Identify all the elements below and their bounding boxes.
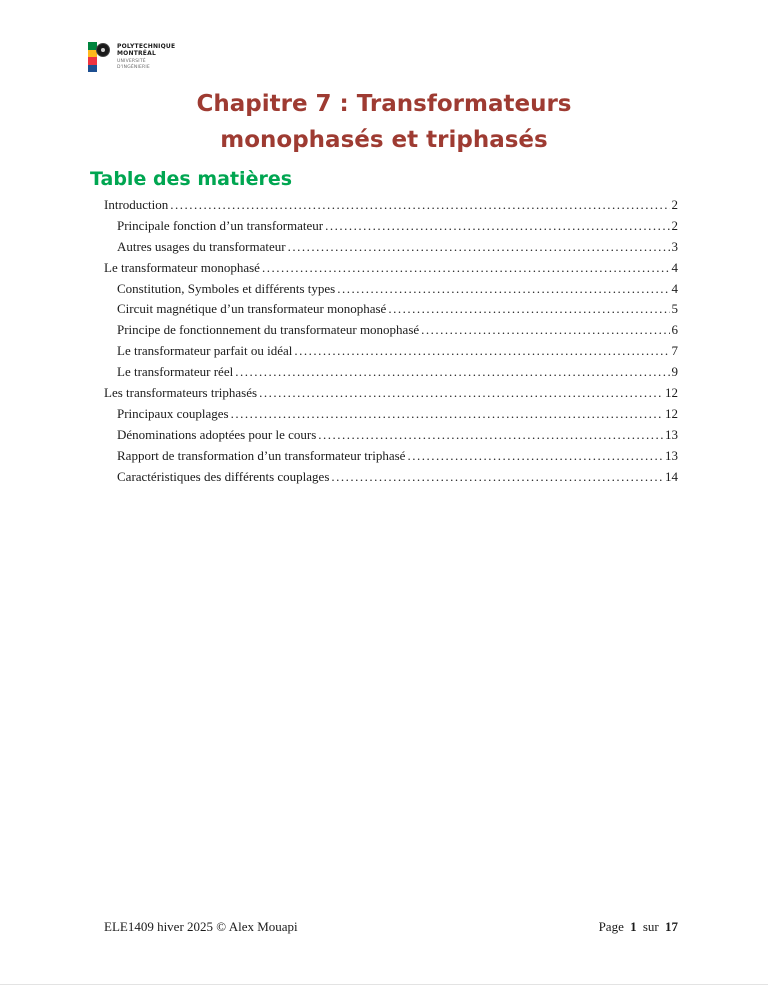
toc-leader-dots [337,281,669,297]
toc-entry-label: Les transformateurs triphasés [104,385,258,401]
toc-entry[interactable] [104,260,678,281]
chapter-title [0,86,768,158]
logo-mark-icon [88,42,112,74]
toc-entry-label: Le transformateur réel [117,364,234,380]
logo-line2: MONTRÉAL [117,49,156,57]
toc-entry-label: Constitution, Symboles et différents types [117,280,336,296]
footer-page-indicator [599,919,678,935]
toc-entry-page: 12 [665,385,678,401]
toc-leader-dots [170,197,669,213]
toc-leader-dots [235,364,669,380]
toc-leader-dots [407,448,663,464]
toc-entry[interactable] [104,364,678,385]
polytechnique-montreal-logo [88,42,175,74]
toc-leader-dots [388,301,669,317]
toc-entry-page: 5 [671,301,678,317]
toc-entry-page: 2 [671,217,678,233]
toc-entry-label: Circuit magnétique d’un transformateur monophasé [117,301,387,317]
footer-total-pages: 17 [665,919,678,934]
toc-leader-dots [231,406,663,422]
logo-line1: POLYTECHNIQUE [117,43,176,50]
toc-entry-label: Autres usages du transformateur [117,238,286,254]
toc-entry[interactable] [104,448,678,469]
toc-entry-label: Principale fonction d’un transformateur [117,217,324,233]
toc-leader-dots [421,322,669,338]
toc-entry-page: 2 [671,197,678,212]
toc-entry-page: 12 [665,405,678,421]
toc-leader-dots [331,469,663,485]
toc-leader-dots [294,343,669,359]
toc-entry-page: 13 [665,426,678,442]
page-edge-divider [0,984,768,985]
toc-entry[interactable] [104,281,678,302]
toc-entry-page: 3 [671,238,678,254]
footer-of-word: sur [642,919,659,934]
chapter-title-line2: monophasés et triphasés [220,127,548,153]
toc-heading: Table des matières [90,168,293,190]
toc-entry-page: 7 [671,343,678,359]
toc-entry-label: Rapport de transformation d’un transformateur triphasé [117,447,406,463]
toc-entry-page: 13 [665,447,678,463]
toc-leader-dots [325,218,669,234]
toc-entry-page: 14 [665,468,678,484]
page-footer [104,919,678,935]
toc-entry-page: 6 [671,322,678,338]
toc-entry[interactable] [104,322,678,343]
toc-entry-label: Principe de fonctionnement du transformateur monophasé [117,322,420,338]
footer-course-info: ELE1409 hiver 2025 © Alex Mouapi [104,919,298,934]
toc-leader-dots [259,385,663,401]
table-of-contents [104,197,678,489]
toc-entry[interactable] [104,469,678,490]
toc-entry[interactable] [104,406,678,427]
toc-entry[interactable] [104,427,678,448]
toc-entry-page: 4 [671,259,678,275]
logo-sub2: D'INGÉNIERIE [117,64,150,70]
toc-leader-dots [288,239,670,255]
toc-entry[interactable] [104,218,678,239]
toc-entry[interactable] [104,239,678,260]
toc-entry[interactable] [104,301,678,322]
toc-leader-dots [318,427,663,443]
footer-page-number: 1 [630,919,637,934]
chapter-title-line1: Chapitre 7 : Transformateurs [196,91,572,117]
toc-entry[interactable] [104,385,678,406]
toc-entry-label: Caractéristiques des différents couplages [117,468,330,484]
toc-entry-label: Dénominations adoptées pour le cours [117,426,317,442]
toc-entry-label: Principaux couplages [117,405,229,421]
toc-leader-dots [262,260,670,276]
toc-entry[interactable] [104,343,678,364]
toc-entry-page: 4 [671,280,678,296]
toc-entry[interactable] [104,197,678,218]
logo-sub1: UNIVERSITÉ [117,58,146,64]
toc-entry-page: 9 [671,364,678,380]
logo-wordmark [117,42,175,70]
toc-entry-label: Le transformateur monophasé [104,259,260,275]
footer-page-word: Page [598,919,624,934]
logo-seal-icon [96,43,110,57]
toc-entry-label: Le transformateur parfait ou idéal [117,343,293,359]
toc-entry-label: Introduction [104,197,169,212]
